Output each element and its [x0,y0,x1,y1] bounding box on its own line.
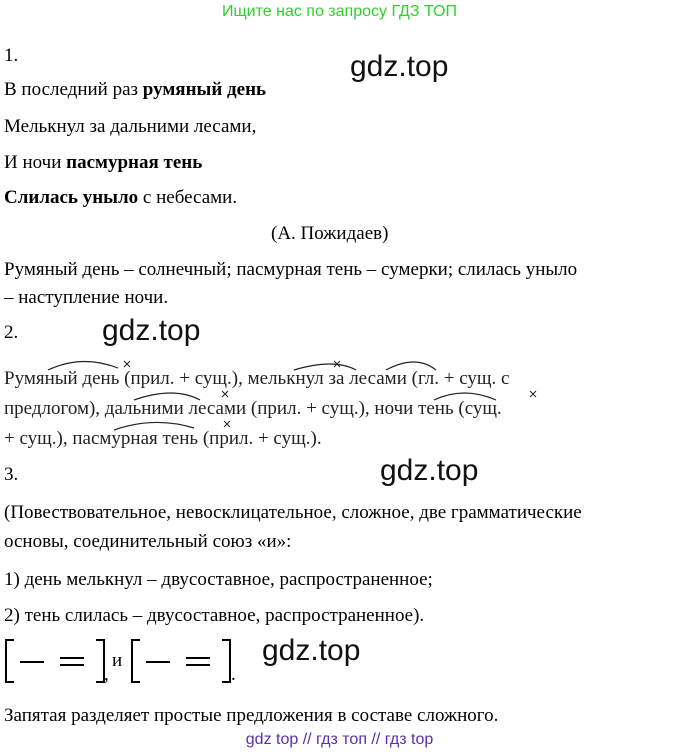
poem-line-3-bold: пасмурная тень [66,152,203,173]
characteristic-line-2: основы, соединительный союз «и»: [4,531,292,552]
phrase-line-1: Румяный день (прил. + сущ.), мелькнул за лесами (гл. + сущ. с [4,368,510,389]
poem-author: (А. Пожидаев) [271,223,389,244]
phrase-line-2: предлогом), дальними лесами (прил. + сущ.), ночи тень (сущ. [4,398,502,419]
section3-number: 3. [4,464,19,485]
sentence-scheme [4,634,244,690]
explanation-line-1: Румяный день – солнечный; пасмурная тень – сумерки; слилась уныло [4,259,578,280]
conclusion: Запятая разделяет простые предложения в составе сложного. [4,705,499,726]
poem-line-3 [4,152,202,174]
scheme-right-bracket-close [222,640,230,682]
clause-item-1: 1) день мелькнул – двусоставное, распространенное; [4,569,433,590]
scheme-left-bracket-close [96,640,104,682]
characteristic-line-1: (Повествовательное, невосклицательное, сложное, две грамматические [4,502,582,523]
poem-line-2: Мелькнул за дальними лесами, [4,116,257,137]
top-banner: Ищите нас по запросу ГДЗ ТОП [222,3,457,20]
poem-line-1-plain: В последний раз [4,79,143,100]
watermark: gdz.top [350,50,449,83]
clause-item-2: 2) тень слилась – двусоставное, распространенное). [4,605,425,626]
poem-line-1 [4,79,266,101]
poem-line-3-plain: И ночи [4,152,67,173]
scheme-left-bracket-open [6,640,14,682]
section2-number: 2. [4,322,19,343]
scheme-comma: , [104,664,109,685]
section1-number: 1. [4,45,19,66]
poem-line-4 [4,187,237,209]
watermark: gdz.top [102,314,201,347]
scheme-right-bracket-open [132,640,140,682]
explanation-line-2: – наступление ночи. [4,287,169,308]
scheme-conjunction: и [112,650,123,671]
bottom-banner: gdz top // гдз топ // гдз top [245,731,434,748]
poem-line-4-bold: Слилась уныло [4,187,139,208]
phrase-line-3: + сущ.), пасмурная тень (прил. + сущ.). [4,428,322,449]
phrase-analysis-scan [4,358,644,450]
scheme-period: . [231,664,236,685]
poem-line-4-plain: с небесами. [138,187,238,208]
watermark: gdz.top [262,634,361,667]
watermark: gdz.top [380,454,479,487]
poem-line-1-bold: румяный день [142,79,267,100]
